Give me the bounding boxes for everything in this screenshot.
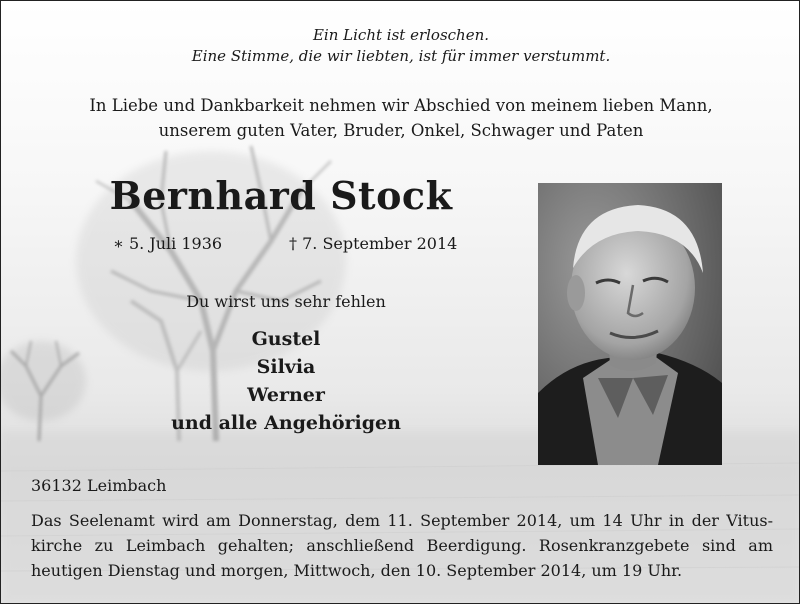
mourner-name: Silvia: [256, 356, 316, 378]
death-date: † 7. September 2014: [289, 234, 458, 253]
portrait-photo: [538, 183, 722, 465]
birth-date: ∗ 5. Juli 1936: [113, 234, 223, 253]
mourners-list: [101, 325, 471, 437]
mourner-name: Werner: [247, 384, 325, 406]
intro-text: [1, 93, 800, 143]
motto-line-2: Eine Stimme, die wir liebten, ist für immer verstummt.: [191, 47, 611, 65]
funeral-notice: Das Seelenamt wird am Donnerstag, dem 11. September 2014, um 14 Uhr in der Vituskirche zu Leimbach gehalten; anschließend Beerdigung. Rosenkranzgebete sind am heutigen Dienstag und morgen, Mittwoch, den 10. September 2014, um 19 Uhr.: [31, 511, 773, 580]
location: 36132 Leimbach: [31, 476, 167, 495]
mourner-name: Gustel: [251, 328, 321, 350]
motto: [1, 25, 800, 67]
intro-line-1: In Liebe und Dankbarkeit nehmen wir Abschied von meinem lieben Mann,: [89, 96, 713, 115]
farewell-line: Du wirst uns sehr fehlen: [186, 292, 386, 311]
intro-line-2: unserem guten Vater, Bruder, Onkel, Schwager und Paten: [158, 121, 644, 140]
deceased-name: Bernhard Stock: [109, 173, 453, 218]
mourner-name: und alle Angehörigen: [171, 412, 401, 434]
motto-line-1: Ein Licht ist erloschen.: [312, 26, 490, 44]
